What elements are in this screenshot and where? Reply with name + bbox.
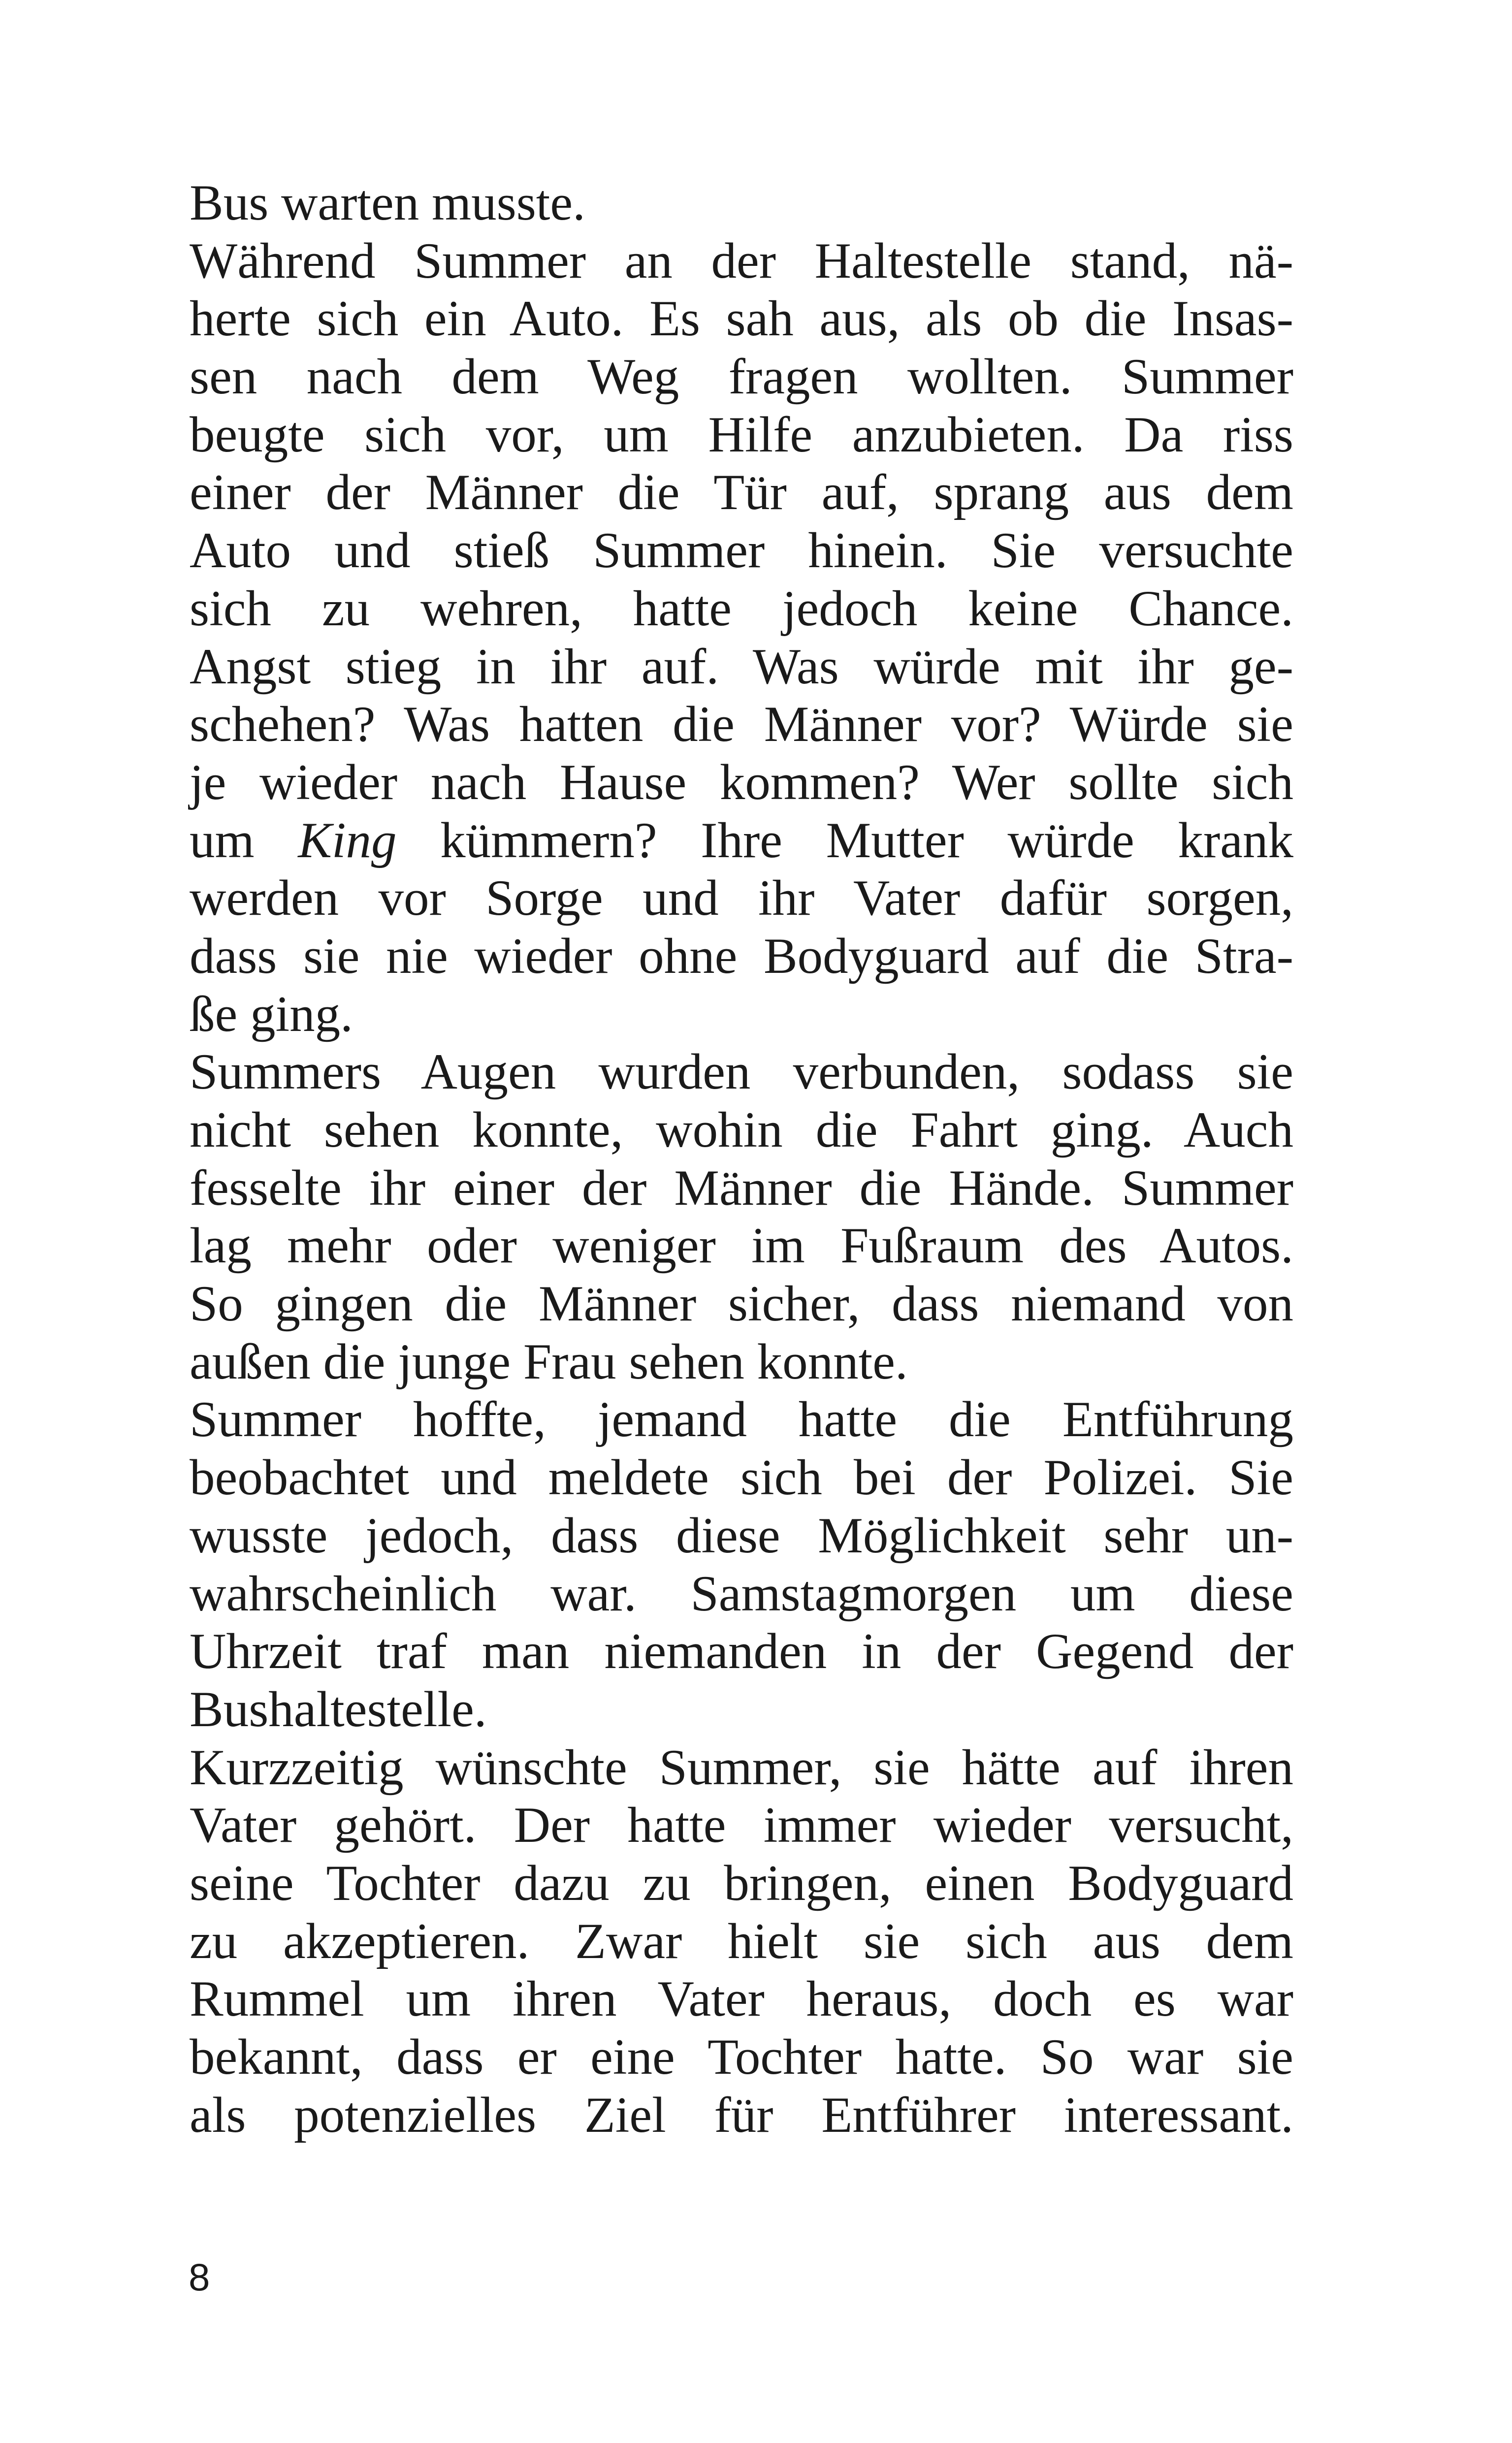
text-line: bekannt, dass er eine Tochter hatte. So war sie: [190, 2029, 1293, 2085]
text-line: [190, 812, 1293, 870]
text-line: fesselte ihr einer der Männer die Hände. Summer: [190, 1159, 1293, 1216]
text-line: Rummel um ihren Vater heraus, doch es war: [190, 1971, 1293, 2027]
italic-name: King: [298, 812, 397, 868]
text-line: So gingen die Männer sicher, dass niemand von: [190, 1276, 1293, 1332]
text-line: seine Tochter dazu zu bringen, einen Bodyguard: [190, 1855, 1293, 1911]
text-line: je wieder nach Hause kommen? Wer sollte sich: [190, 754, 1293, 810]
text-segment: kümmern? Ihre Mutter würde krank: [396, 812, 1293, 868]
text-line: beugte sich vor, um Hilfe anzubieten. Da riss: [190, 406, 1293, 463]
text-line: schehen? Was hatten die Männer vor? Würde sie: [190, 696, 1293, 753]
text-line: sich zu wehren, hatte jedoch keine Chance.: [190, 580, 1293, 637]
text-line: Vater gehört. Der hatte immer wieder versucht,: [190, 1797, 1293, 1854]
text-line: Bus warten musste.: [190, 175, 585, 231]
text-line: Kurzzeitig wünschte Summer, sie hätte auf ihren: [190, 1739, 1293, 1796]
text-line: zu akzeptieren. Zwar hielt sie sich aus dem: [190, 1913, 1293, 1969]
text-line: sen nach dem Weg fragen wollten. Summer: [190, 349, 1293, 405]
text-line: nicht sehen konnte, wohin die Fahrt ging. Auch: [190, 1102, 1293, 1158]
text-line: werden vor Sorge und ihr Vater dafür sorgen,: [190, 870, 1293, 927]
text-line: Bushaltestelle.: [190, 1681, 487, 1737]
text-line: ße ging.: [190, 986, 353, 1042]
text-segment: um: [190, 812, 298, 868]
text-line: Uhrzeit traf man niemanden in der Gegend der: [190, 1623, 1293, 1680]
body-text: [190, 174, 1293, 2144]
text-line: lag mehr oder weniger im Fußraum des Autos.: [190, 1218, 1293, 1274]
text-line: Auto und stieß Summer hinein. Sie versuchte: [190, 522, 1293, 579]
text-line: wusste jedoch, dass diese Möglichkeit sehr un-: [190, 1507, 1293, 1564]
page-number: 8: [189, 2255, 210, 2299]
text-line: einer der Männer die Tür auf, sprang aus dem: [190, 464, 1293, 521]
text-line: Angst stieg in ihr auf. Was würde mit ihr ge-: [190, 638, 1293, 695]
text-line: Summers Augen wurden verbunden, sodass sie: [190, 1044, 1293, 1100]
text-line: als potenzielles Ziel für Entführer interessant.: [190, 2087, 1293, 2143]
text-line: wahrscheinlich war. Samstagmorgen um diese: [190, 1565, 1293, 1622]
text-line: herte sich ein Auto. Es sah aus, als ob die Insas-: [190, 290, 1293, 347]
text-line: Summer hoffte, jemand hatte die Entführung: [190, 1391, 1293, 1448]
text-line: dass sie nie wieder ohne Bodyguard auf die Stra-: [190, 928, 1293, 984]
text-line: beobachtet und meldete sich bei der Polizei. Sie: [190, 1449, 1293, 1506]
text-line: Während Summer an der Haltestelle stand, nä-: [190, 232, 1293, 289]
text-line: außen die junge Frau sehen konnte.: [190, 1333, 908, 1390]
